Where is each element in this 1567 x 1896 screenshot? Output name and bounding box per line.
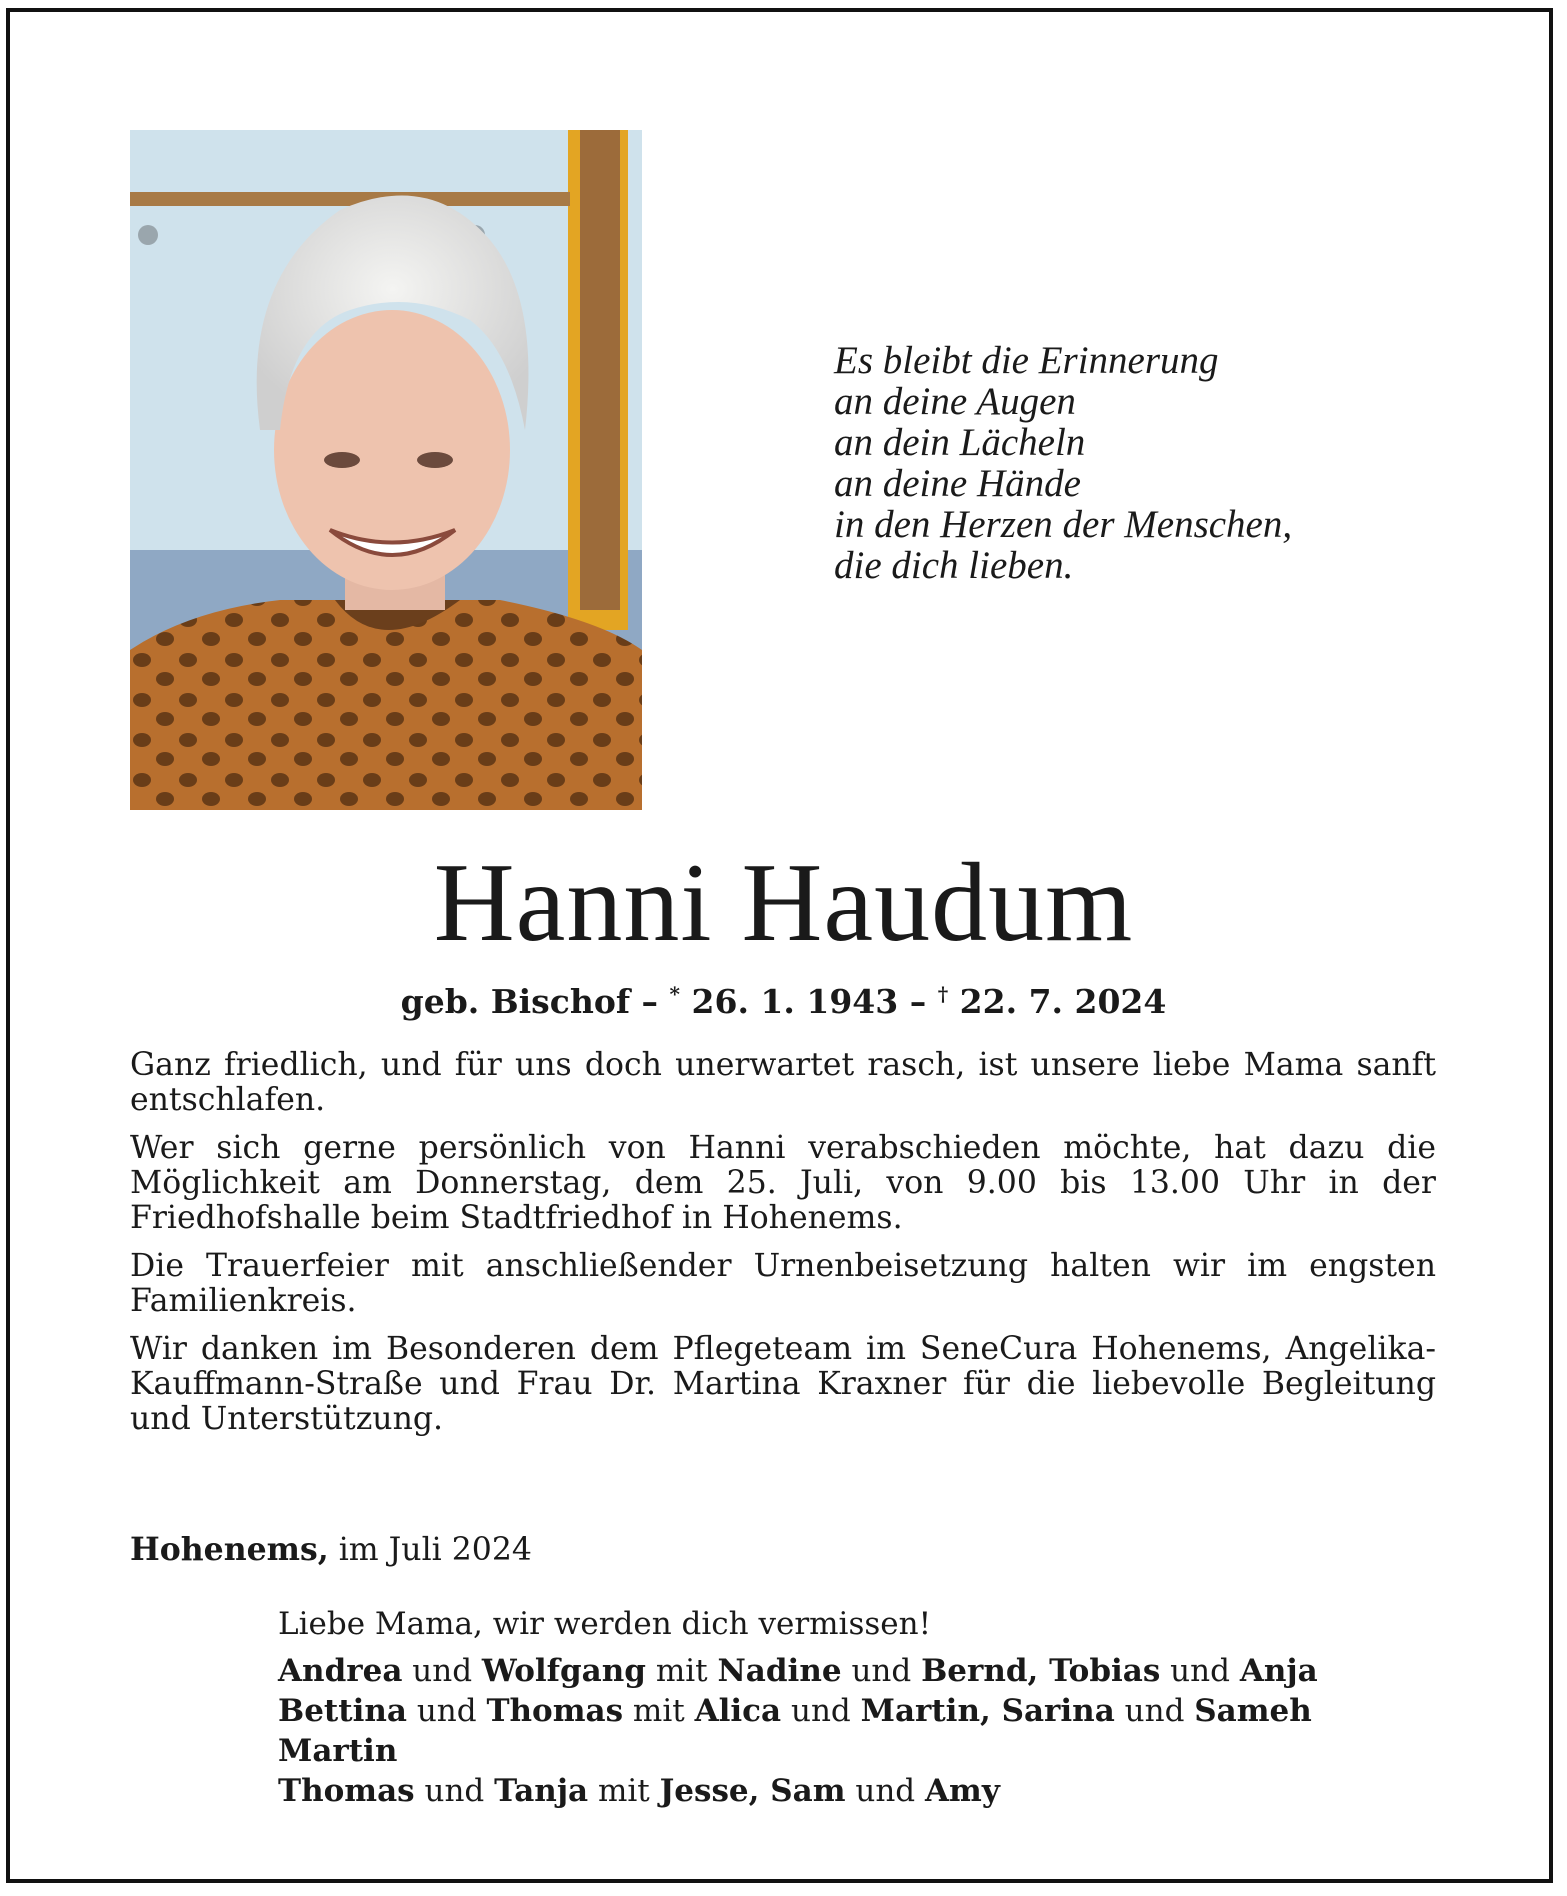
poem-line: Es bleibt die Erinnerung — [834, 339, 1219, 382]
portrait-illustration — [130, 130, 642, 810]
family-row — [278, 1691, 1438, 1731]
family-member-name: Andrea — [278, 1653, 403, 1689]
family-connector: mit — [588, 1773, 660, 1809]
family-connector: und — [406, 1693, 487, 1729]
family-member-name: Alica — [694, 1693, 782, 1729]
family-member-name: Jesse, Sam — [659, 1773, 846, 1809]
family-member-name: Bernd, Tobias — [921, 1653, 1161, 1689]
deceased-name: Hanni Haudum — [433, 841, 1134, 965]
date: im Juli 2024 — [338, 1532, 532, 1568]
life-dates — [0, 970, 1567, 1026]
paragraph: Wir danken im Besonderen dem Pflegeteam im SeneCura Hohenems, Angelika-Kauffmann-Straße und Frau Dr. Martina Kraxner für die liebevolle Begleitung und Unterstützung. — [130, 1331, 1436, 1437]
family-member-name: Sameh — [1194, 1693, 1312, 1729]
paragraph: Ganz friedlich, und für uns doch unerwartet rasch, ist unsere liebe Mama sanft entschlafen. — [130, 1047, 1436, 1118]
death-symbol: † — [937, 982, 949, 1006]
separator: – — [641, 982, 659, 1021]
family-member-name: Wolfgang — [481, 1653, 646, 1689]
family-connector: und — [845, 1773, 925, 1809]
family-connector: mit — [645, 1653, 718, 1689]
memorial-poem — [834, 340, 1354, 586]
family-intro: Liebe Mama, wir werden dich vermissen! — [278, 1606, 932, 1642]
family-row — [278, 1771, 1438, 1811]
maiden-name: geb. Bischof — [400, 982, 631, 1021]
family-member-name: Anja — [1239, 1653, 1318, 1689]
family-member-name: Thomas — [278, 1773, 415, 1809]
family-connector: und — [1114, 1693, 1195, 1729]
birth-date: 26. 1. 1943 — [691, 982, 899, 1021]
family-member-name: Amy — [925, 1773, 1000, 1809]
family-member-name: Tanja — [494, 1773, 589, 1809]
portrait-photo — [130, 130, 642, 810]
family-connector: und — [781, 1693, 861, 1729]
family-connector: und — [414, 1773, 495, 1809]
family-member-name: Thomas — [486, 1693, 624, 1729]
family-connector: mit — [623, 1693, 695, 1729]
family-member-name: Martin, Sarina — [860, 1693, 1115, 1729]
poem-line: an dein Lächeln — [834, 421, 1086, 464]
family-member-name: Bettina — [278, 1693, 407, 1729]
family-row — [278, 1731, 1438, 1771]
poem-line: die dich lieben. — [834, 544, 1074, 587]
place: Hohenems, — [130, 1531, 329, 1568]
birth-symbol: * — [669, 982, 681, 1006]
poem-line: an deine Hände — [834, 462, 1081, 505]
family-connector: und — [841, 1653, 922, 1689]
paragraph: Wer sich gerne persönlich von Hanni verabschieden möchte, hat dazu die Möglichkeit am Donnerstag, dem 25. Juli, von 9.00 bis 13.00 Uhr in der Friedhofshalle beim Stadtfriedhof in Hohenems. — [130, 1130, 1436, 1236]
family-row — [278, 1651, 1438, 1691]
separator: – — [909, 982, 927, 1021]
paragraph: Die Trauerfeier mit anschließender Urnenbeisetzung halten wir im engsten Familienkreis. — [130, 1248, 1436, 1319]
death-date: 22. 7. 2024 — [959, 982, 1167, 1021]
place-and-date — [130, 1530, 532, 1570]
family-signatures — [278, 1604, 1438, 1811]
family-connector: und — [1160, 1653, 1240, 1689]
announcement-text — [130, 1048, 1436, 1450]
family-member-name: Martin — [278, 1733, 398, 1769]
poem-line: an deine Augen — [834, 380, 1076, 423]
poem-line: in den Herzen der Menschen, — [834, 503, 1293, 546]
family-connector: und — [402, 1653, 482, 1689]
family-member-name: Nadine — [717, 1653, 842, 1689]
